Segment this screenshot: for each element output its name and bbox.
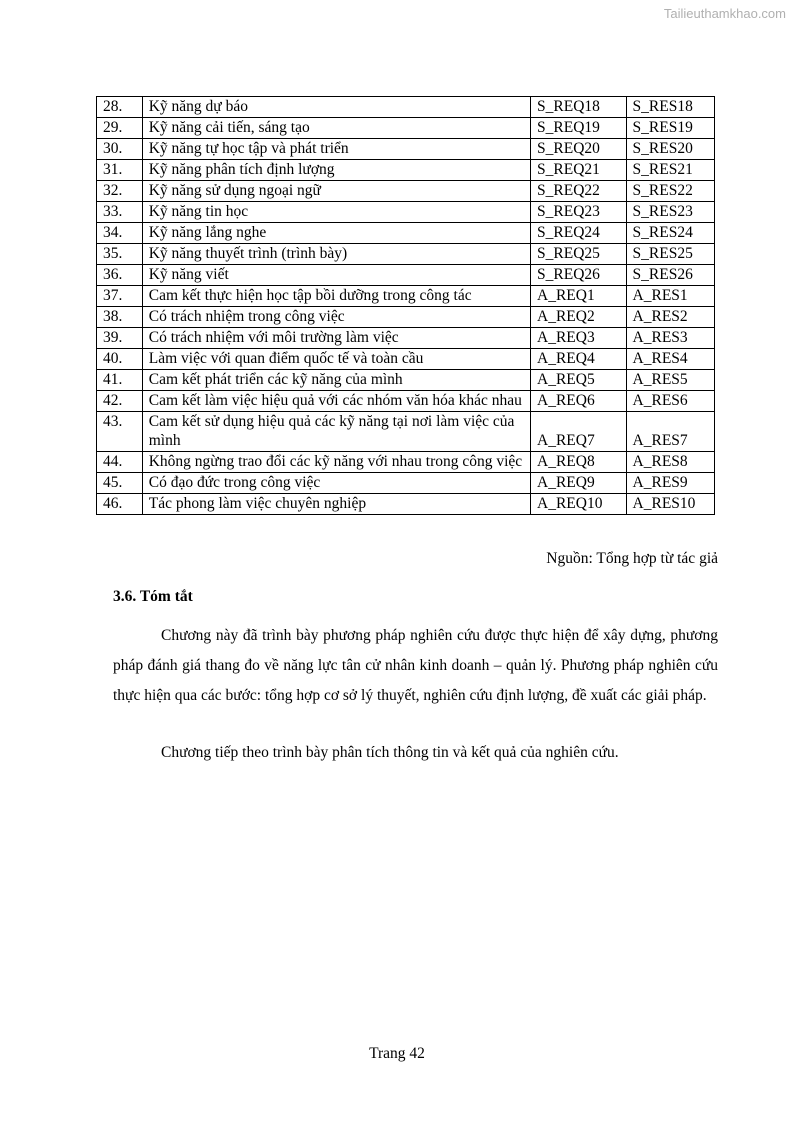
table-row [97, 160, 715, 181]
table-row [97, 473, 715, 494]
res-code: S_RES24 [626, 223, 714, 244]
res-code: A_RES1 [626, 286, 714, 307]
skill-name: Kỹ năng tự học tập và phát triển [142, 139, 530, 160]
res-code: A_RES6 [626, 391, 714, 412]
row-number: 38. [97, 307, 143, 328]
row-number: 39. [97, 328, 143, 349]
table-row [97, 412, 715, 452]
skill-name: Có trách nhiệm trong công việc [142, 307, 530, 328]
watermark: Tailieuthamkhao.com [663, 6, 786, 21]
req-code: S_REQ18 [531, 97, 627, 118]
req-code: S_REQ21 [531, 160, 627, 181]
table-source-note: Nguồn: Tổng hợp từ tác giả [546, 550, 718, 567]
skill-name: Có đạo đức trong công việc [142, 473, 530, 494]
skill-name: Tác phong làm việc chuyên nghiệp [142, 494, 530, 515]
table-row [97, 370, 715, 391]
res-code: S_RES22 [626, 181, 714, 202]
summary-paragraph-1: Chương này đã trình bày phương pháp nghiên cứu được thực hiện để xây dựng, phương pháp đánh giá thang đo về năng lực tân cử nhân kinh doanh – quản lý. Phương pháp nghiên cứu thực hiện qua các bước: tổng hợp cơ sở lý thuyết, nghiên cứu định lượng, đề xuất các giải pháp. [113, 627, 718, 704]
skill-name: Kỹ năng thuyết trình (trình bày) [142, 244, 530, 265]
skill-name: Kỹ năng viết [142, 265, 530, 286]
skill-name: Cam kết sử dụng hiệu quả các kỹ năng tại nơi làm việc của mình [142, 412, 530, 452]
table-row [97, 244, 715, 265]
skill-name: Cam kết phát triển các kỹ năng của mình [142, 370, 530, 391]
req-code: A_REQ1 [531, 286, 627, 307]
table-row [97, 181, 715, 202]
skill-name: Làm việc với quan điểm quốc tế và toàn cầu [142, 349, 530, 370]
skill-name: Cam kết làm việc hiệu quả với các nhóm văn hóa khác nhau [142, 391, 530, 412]
req-code: S_REQ25 [531, 244, 627, 265]
req-code: A_REQ9 [531, 473, 627, 494]
table-row [97, 349, 715, 370]
row-number: 32. [97, 181, 143, 202]
req-code: A_REQ3 [531, 328, 627, 349]
row-number: 34. [97, 223, 143, 244]
table-row [97, 118, 715, 139]
skill-name: Kỹ năng phân tích định lượng [142, 160, 530, 181]
req-code: S_REQ24 [531, 223, 627, 244]
row-number: 44. [97, 452, 143, 473]
res-code: S_RES26 [626, 265, 714, 286]
res-code: S_RES25 [626, 244, 714, 265]
res-code: A_RES10 [626, 494, 714, 515]
req-code: S_REQ23 [531, 202, 627, 223]
skills-table [96, 96, 715, 515]
req-code: S_REQ26 [531, 265, 627, 286]
table-row [97, 286, 715, 307]
table-row [97, 265, 715, 286]
page-number: Trang 42 [369, 1045, 425, 1062]
row-number: 28. [97, 97, 143, 118]
req-code: S_REQ19 [531, 118, 627, 139]
row-number: 42. [97, 391, 143, 412]
row-number: 41. [97, 370, 143, 391]
row-number: 46. [97, 494, 143, 515]
res-code: A_RES3 [626, 328, 714, 349]
req-code: A_REQ6 [531, 391, 627, 412]
req-code: A_REQ7 [531, 412, 627, 452]
table-row [97, 307, 715, 328]
res-code: S_RES21 [626, 160, 714, 181]
res-code: S_RES19 [626, 118, 714, 139]
row-number: 31. [97, 160, 143, 181]
skill-name: Có trách nhiệm với môi trường làm việc [142, 328, 530, 349]
skill-name: Kỹ năng lắng nghe [142, 223, 530, 244]
table-row [97, 202, 715, 223]
row-number: 40. [97, 349, 143, 370]
skill-name: Kỹ năng cải tiến, sáng tạo [142, 118, 530, 139]
table-row [97, 391, 715, 412]
res-code: A_RES4 [626, 349, 714, 370]
res-code: S_RES18 [626, 97, 714, 118]
req-code: A_REQ8 [531, 452, 627, 473]
table-row [97, 452, 715, 473]
table-row [97, 328, 715, 349]
table-row [97, 494, 715, 515]
res-code: S_RES23 [626, 202, 714, 223]
res-code: A_RES2 [626, 307, 714, 328]
row-number: 30. [97, 139, 143, 160]
req-code: S_REQ22 [531, 181, 627, 202]
res-code: A_RES8 [626, 452, 714, 473]
table-row [97, 139, 715, 160]
summary-paragraph-2: Chương tiếp theo trình bày phân tích thông tin và kết quả của nghiên cứu. [161, 744, 619, 761]
skill-name: Cam kết thực hiện học tập bồi dưỡng trong công tác [142, 286, 530, 307]
row-number: 37. [97, 286, 143, 307]
row-number: 33. [97, 202, 143, 223]
res-code: A_RES9 [626, 473, 714, 494]
req-code: A_REQ4 [531, 349, 627, 370]
res-code: A_RES5 [626, 370, 714, 391]
req-code: A_REQ5 [531, 370, 627, 391]
row-number: 43. [97, 412, 143, 452]
skill-name: Kỹ năng sử dụng ngoại ngữ [142, 181, 530, 202]
skill-name: Kỹ năng tin học [142, 202, 530, 223]
req-code: S_REQ20 [531, 139, 627, 160]
table-row [97, 223, 715, 244]
skill-name: Kỹ năng dự báo [142, 97, 530, 118]
table-row [97, 97, 715, 118]
row-number: 36. [97, 265, 143, 286]
res-code: S_RES20 [626, 139, 714, 160]
table-body [97, 97, 715, 515]
row-number: 45. [97, 473, 143, 494]
row-number: 35. [97, 244, 143, 265]
res-code: A_RES7 [626, 412, 714, 452]
skill-name: Không ngừng trao đổi các kỹ năng với nhau trong công việc [142, 452, 530, 473]
section-heading: 3.6. Tóm tắt [113, 588, 193, 605]
req-code: A_REQ2 [531, 307, 627, 328]
row-number: 29. [97, 118, 143, 139]
req-code: A_REQ10 [531, 494, 627, 515]
